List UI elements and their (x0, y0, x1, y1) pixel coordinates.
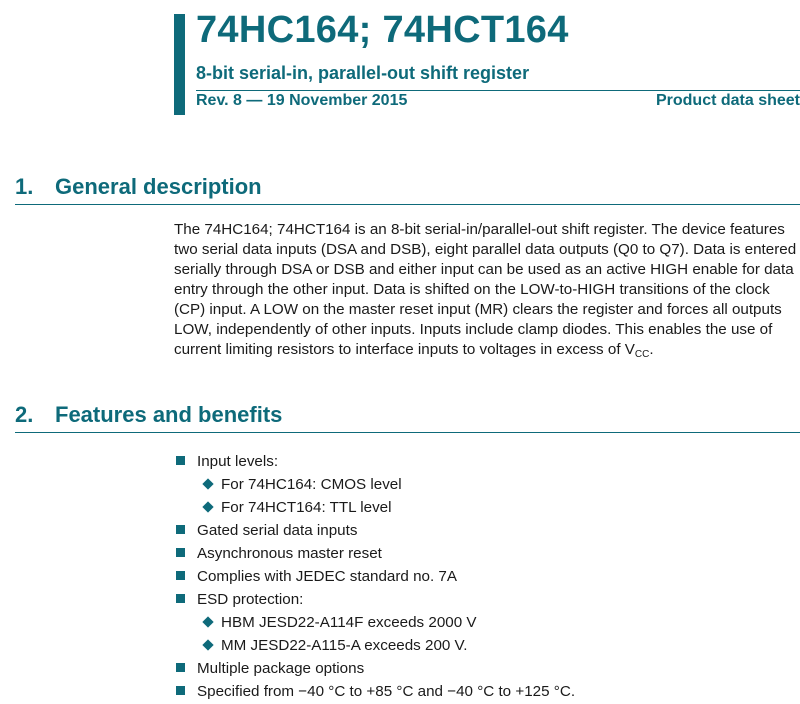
section-heading-general (15, 174, 262, 200)
description-end: . (649, 341, 654, 358)
header-accent-bar (174, 14, 185, 115)
section-heading-features (15, 402, 282, 428)
list-item-text: Specified from −40 °C to +85 °C and −40 °C to +125 °C. (197, 683, 576, 700)
square-bullet-icon (176, 525, 185, 534)
list-item (174, 519, 575, 542)
document-title: 74HC164; 74HCT164 (196, 9, 569, 51)
diamond-bullet-icon (202, 501, 213, 512)
document-subtitle: 8-bit serial-in, parallel-out shift register (196, 63, 530, 83)
section-divider (15, 204, 800, 205)
section-title: General description (55, 174, 262, 199)
list-item (174, 450, 575, 473)
square-bullet-icon (176, 548, 185, 557)
list-item (174, 680, 575, 703)
section-divider (15, 432, 800, 433)
list-item (174, 634, 575, 657)
list-item (174, 565, 575, 588)
list-item (174, 588, 575, 611)
revision-date: Rev. 8 — 19 November 2015 (196, 92, 408, 109)
list-item (174, 657, 575, 680)
section-number: 2. (15, 402, 34, 427)
square-bullet-icon (176, 686, 185, 695)
features-list (174, 450, 575, 703)
list-item (174, 496, 575, 519)
list-item (174, 542, 575, 565)
diamond-bullet-icon (202, 616, 213, 627)
square-bullet-icon (176, 456, 185, 465)
square-bullet-icon (176, 571, 185, 580)
list-item-text: For 74HC164: CMOS level (221, 476, 402, 493)
list-item-text: For 74HCT164: TTL level (221, 499, 392, 516)
list-item-text: Complies with JEDEC standard no. 7A (197, 568, 457, 585)
list-item-text: Multiple package options (197, 660, 365, 677)
vcc-subscript: CC (634, 349, 650, 360)
list-item-text: ESD protection: (197, 591, 304, 608)
list-item-text: MM JESD22-A115-A exceeds 200 V. (221, 637, 468, 654)
header-divider (196, 90, 800, 91)
list-item (174, 611, 575, 634)
list-item-text: Input levels: (197, 453, 279, 470)
section-number: 1. (15, 174, 34, 199)
square-bullet-icon (176, 663, 185, 672)
section-title: Features and benefits (55, 402, 283, 427)
list-item-text: Gated serial data inputs (197, 522, 358, 539)
square-bullet-icon (176, 594, 185, 603)
description-body: The 74HC164; 74HCT164 is an 8-bit serial-in/parallel-out shift register. The device features two serial data inputs (DSA and DSB), eight parallel data outputs (Q0 to Q7). Data is entered serially through DSA or DSB and either input can be used as an active HIGH enable for data entry through the other input. Data is shifted on the LOW-to-HIGH transitions of the clock (CP) input. A LOW on the master reset input (MR) clears the register and forces all outputs LOW, independently of other inputs. Inputs include clamp diodes. This enables the use of current limiting resistors to interface inputs to voltages in excess of V (174, 221, 797, 358)
list-item (174, 473, 575, 496)
diamond-bullet-icon (202, 639, 213, 650)
diamond-bullet-icon (202, 478, 213, 489)
list-item-text: HBM JESD22-A114F exceeds 2000 V (221, 614, 477, 631)
list-item-text: Asynchronous master reset (197, 545, 382, 562)
document-type: Product data sheet (655, 92, 800, 109)
general-description-text (174, 220, 800, 360)
